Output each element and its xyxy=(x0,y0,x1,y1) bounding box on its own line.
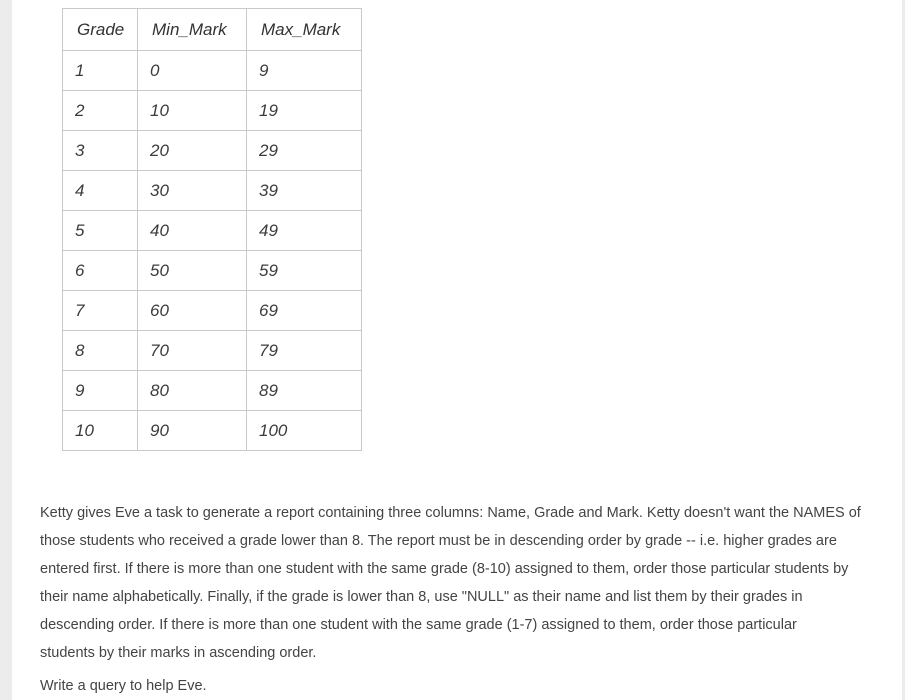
table-row xyxy=(63,331,362,371)
cell-max-mark: 69 xyxy=(247,291,362,331)
cell-max-mark: 29 xyxy=(247,131,362,171)
table-row xyxy=(63,251,362,291)
cell-max-mark: 39 xyxy=(247,171,362,211)
cell-grade: 10 xyxy=(63,411,138,451)
description-line: descending order. If there is more than one student with the same grade (1-7) assigned to them, order those particular xyxy=(40,617,797,633)
cell-grade: 3 xyxy=(63,131,138,171)
problem-content xyxy=(12,0,902,700)
cell-grade: 1 xyxy=(63,51,138,91)
cell-min-mark: 70 xyxy=(138,331,247,371)
cell-min-mark: 30 xyxy=(138,171,247,211)
cell-max-mark: 79 xyxy=(247,331,362,371)
cell-min-mark: 90 xyxy=(138,411,247,451)
description-line: those students who received a grade lower than 8. The report must be in descending order by grade -- i.e. higher grades are xyxy=(40,533,837,549)
table-row xyxy=(63,291,362,331)
description-line: students by their marks in ascending order. xyxy=(40,645,317,661)
cell-grade: 5 xyxy=(63,211,138,251)
description-line: entered first. If there is more than one student with the same grade (8-10) assigned to them, order those particular students by xyxy=(40,561,849,577)
cell-max-mark: 100 xyxy=(247,411,362,451)
cell-grade: 6 xyxy=(63,251,138,291)
cell-max-mark: 19 xyxy=(247,91,362,131)
table-row xyxy=(63,131,362,171)
description-line: their name alphabetically. Finally, if the grade is lower than 8, use "NULL" as their name and list them by their grades in xyxy=(40,589,803,605)
cell-min-mark: 20 xyxy=(138,131,247,171)
column-header-grade: Grade xyxy=(63,9,138,51)
table-row xyxy=(63,51,362,91)
cell-max-mark: 49 xyxy=(247,211,362,251)
column-header-max-mark: Max_Mark xyxy=(247,9,362,51)
table-row xyxy=(63,171,362,211)
cell-min-mark: 0 xyxy=(138,51,247,91)
cell-min-mark: 80 xyxy=(138,371,247,411)
cell-grade: 4 xyxy=(63,171,138,211)
cell-max-mark: 59 xyxy=(247,251,362,291)
cell-grade: 7 xyxy=(63,291,138,331)
table-row xyxy=(63,211,362,251)
table-header-row xyxy=(63,9,362,51)
problem-description xyxy=(40,499,880,667)
column-header-min-mark: Min_Mark xyxy=(138,9,247,51)
cell-min-mark: 40 xyxy=(138,211,247,251)
cell-grade: 8 xyxy=(63,331,138,371)
cell-grade: 9 xyxy=(63,371,138,411)
cell-max-mark: 89 xyxy=(247,371,362,411)
task-prompt: Write a query to help Eve. xyxy=(40,678,207,694)
description-line: Ketty gives Eve a task to generate a report containing three columns: Name, Grade and Mark. Ketty doesn't want the NAMES of xyxy=(40,505,861,521)
table-row xyxy=(63,91,362,131)
cell-grade: 2 xyxy=(63,91,138,131)
table-row xyxy=(63,371,362,411)
grades-table xyxy=(62,8,362,451)
cell-min-mark: 50 xyxy=(138,251,247,291)
table-row xyxy=(63,411,362,451)
cell-max-mark: 9 xyxy=(247,51,362,91)
cell-min-mark: 10 xyxy=(138,91,247,131)
cell-min-mark: 60 xyxy=(138,291,247,331)
